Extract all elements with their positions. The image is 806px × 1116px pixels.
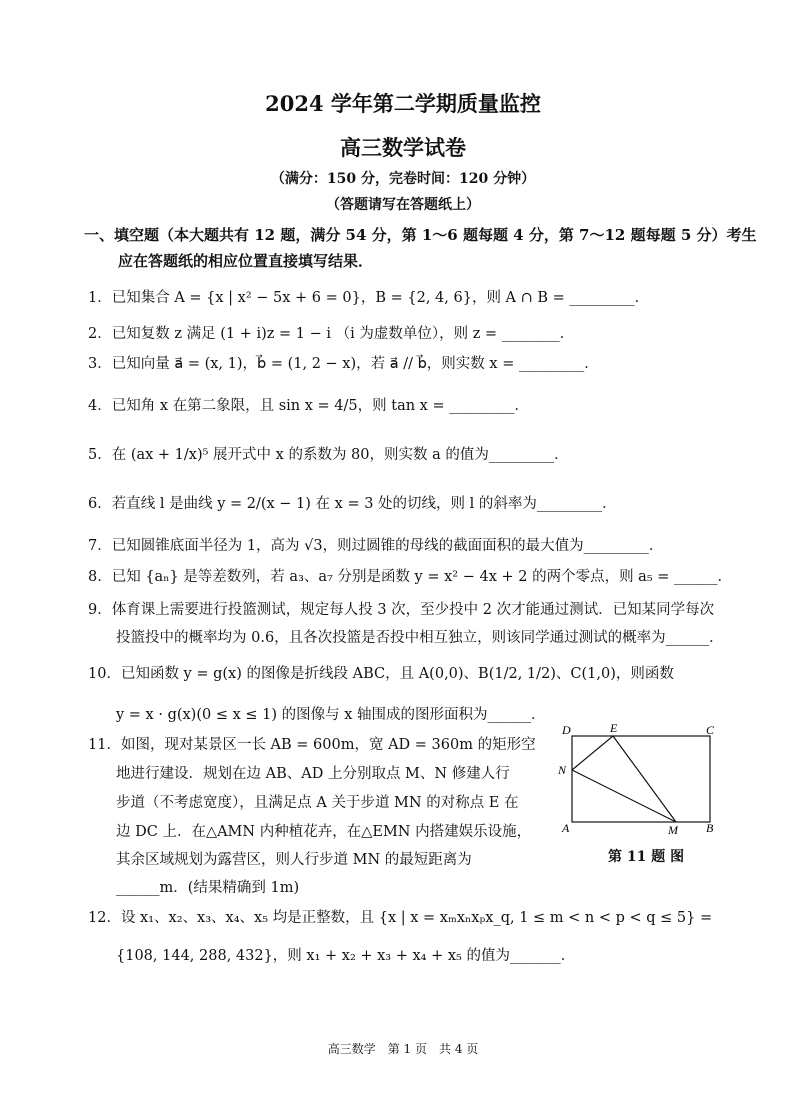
exam-info: （满分：150 分，完卷时间：120 分钟） <box>270 171 536 187</box>
label-e: E <box>610 722 618 735</box>
label-n: N <box>558 763 567 777</box>
question-11-line3: 步道（不考虑宽度），且满足点 A 关于步道 MN 的对称点 E 在 <box>116 795 519 811</box>
question-12-line2: {108, 144, 288, 432}，则 x₁ + x₂ + x₃ + x₄ + x₅ 的值为_______． <box>116 948 576 964</box>
question-9-line1: 9．体育课上需要进行投篮测试，规定每人投 3 次，至少投中 2 次才能通过测试．已知某同学每次 <box>88 602 715 618</box>
question-11-line2: 地进行建设．规划在边 AB、AD 上分别取点 M、N 修建人行 <box>116 766 510 782</box>
question-10-line1: 10．已知函数 y = g(x) 的图像是折线段 ABC，且 A(0,0)、B(1/2, 1/2)、C(1,0)，则函数 <box>88 666 674 682</box>
figure-caption: 第 11 题 图 <box>608 849 685 865</box>
exam-title: 2024 学年第二学期质量监控 <box>265 91 541 116</box>
question-4: 4．已知角 x 在第二象限，且 sin x = 4/5，则 tan x = _________． <box>88 398 529 414</box>
question-12-line1: 12．设 x₁、x₂、x₃、x₄、x₅ 均是正整数，且 {x | x = xₘxₙxₚx_q, 1 ≤ m < n < p < q ≤ 5} = <box>88 910 713 926</box>
section-heading-line2: 应在答题纸的相应位置直接填写结果． <box>118 252 374 270</box>
question-3: 3．已知向量 a⃗ = (x, 1)，b⃗ = (1, 2 − x)，若 a⃗ // b⃗，则实数 x = _________． <box>88 356 599 372</box>
label-m: M <box>668 823 678 837</box>
fold-triangle-lines <box>572 736 676 822</box>
question-2: 2．已知复数 z 满足 (1 + i)z = 1 − i （i 为虚数单位），则 z = ________． <box>88 326 575 342</box>
question-8: 8．已知 {aₙ} 是等差数列，若 a₃、a₇ 分别是函数 y = x² − 4x + 2 的两个零点，则 a₅ = ______． <box>88 569 733 585</box>
section-heading-line1: 一、填空题（本大题共有 12 题，满分 54 分，第 1～6 题每题 4 分，第 7～12 题每题 5 分）考生 <box>84 226 757 244</box>
walkway-mn <box>572 770 676 822</box>
exam-note: （答题请写在答题纸上） <box>326 197 480 213</box>
question-9-line2: 投篮投中的概率均为 0.6，且各次投篮是否投中相互独立，则该同学通过测试的概率为______． <box>116 630 724 646</box>
rectangle-abcd <box>572 736 710 822</box>
page-footer: 高三数学 第 1 页 共 4 页 <box>327 1042 479 1056</box>
question-5: 5．在 (ax + 1/x)⁵ 展开式中 x 的系数为 80，则实数 a 的值为_________． <box>88 447 569 463</box>
label-a: A <box>562 821 570 835</box>
label-d: D <box>562 723 571 737</box>
question-11-line4: 边 DC 上．在△AMN 内种植花卉，在△EMN 内搭建娱乐设施， <box>116 824 532 840</box>
exam-subtitle: 高三数学试卷 <box>340 135 466 160</box>
label-c: C <box>706 723 715 737</box>
question-11-figure <box>558 722 728 840</box>
question-6: 6．若直线 l 是曲线 y = 2/(x − 1) 在 x = 3 处的切线，则 l 的斜率为_________． <box>88 496 617 512</box>
question-11-line6: ______m．(结果精确到 1m) <box>116 880 300 896</box>
label-b: B <box>706 821 714 835</box>
question-10-line2: y = x · g(x)(0 ≤ x ≤ 1) 的图像与 x 轴围成的图形面积为______． <box>116 707 546 723</box>
question-1: 1．已知集合 A = {x | x² − 5x + 6 = 0}，B = {2, 4, 6}，则 A ∩ B = _________． <box>88 290 650 306</box>
question-11-line1: 11．如图，现对某景区一长 AB = 600m，宽 AD = 360m 的矩形空 <box>88 737 536 753</box>
question-7: 7．已知圆锥底面半径为 1，高为 √3，则过圆锥的母线的截面面积的最大值为_________． <box>88 538 664 554</box>
question-11-line5: 其余区域规划为露营区，则人行步道 MN 的最短距离为 <box>116 852 472 868</box>
